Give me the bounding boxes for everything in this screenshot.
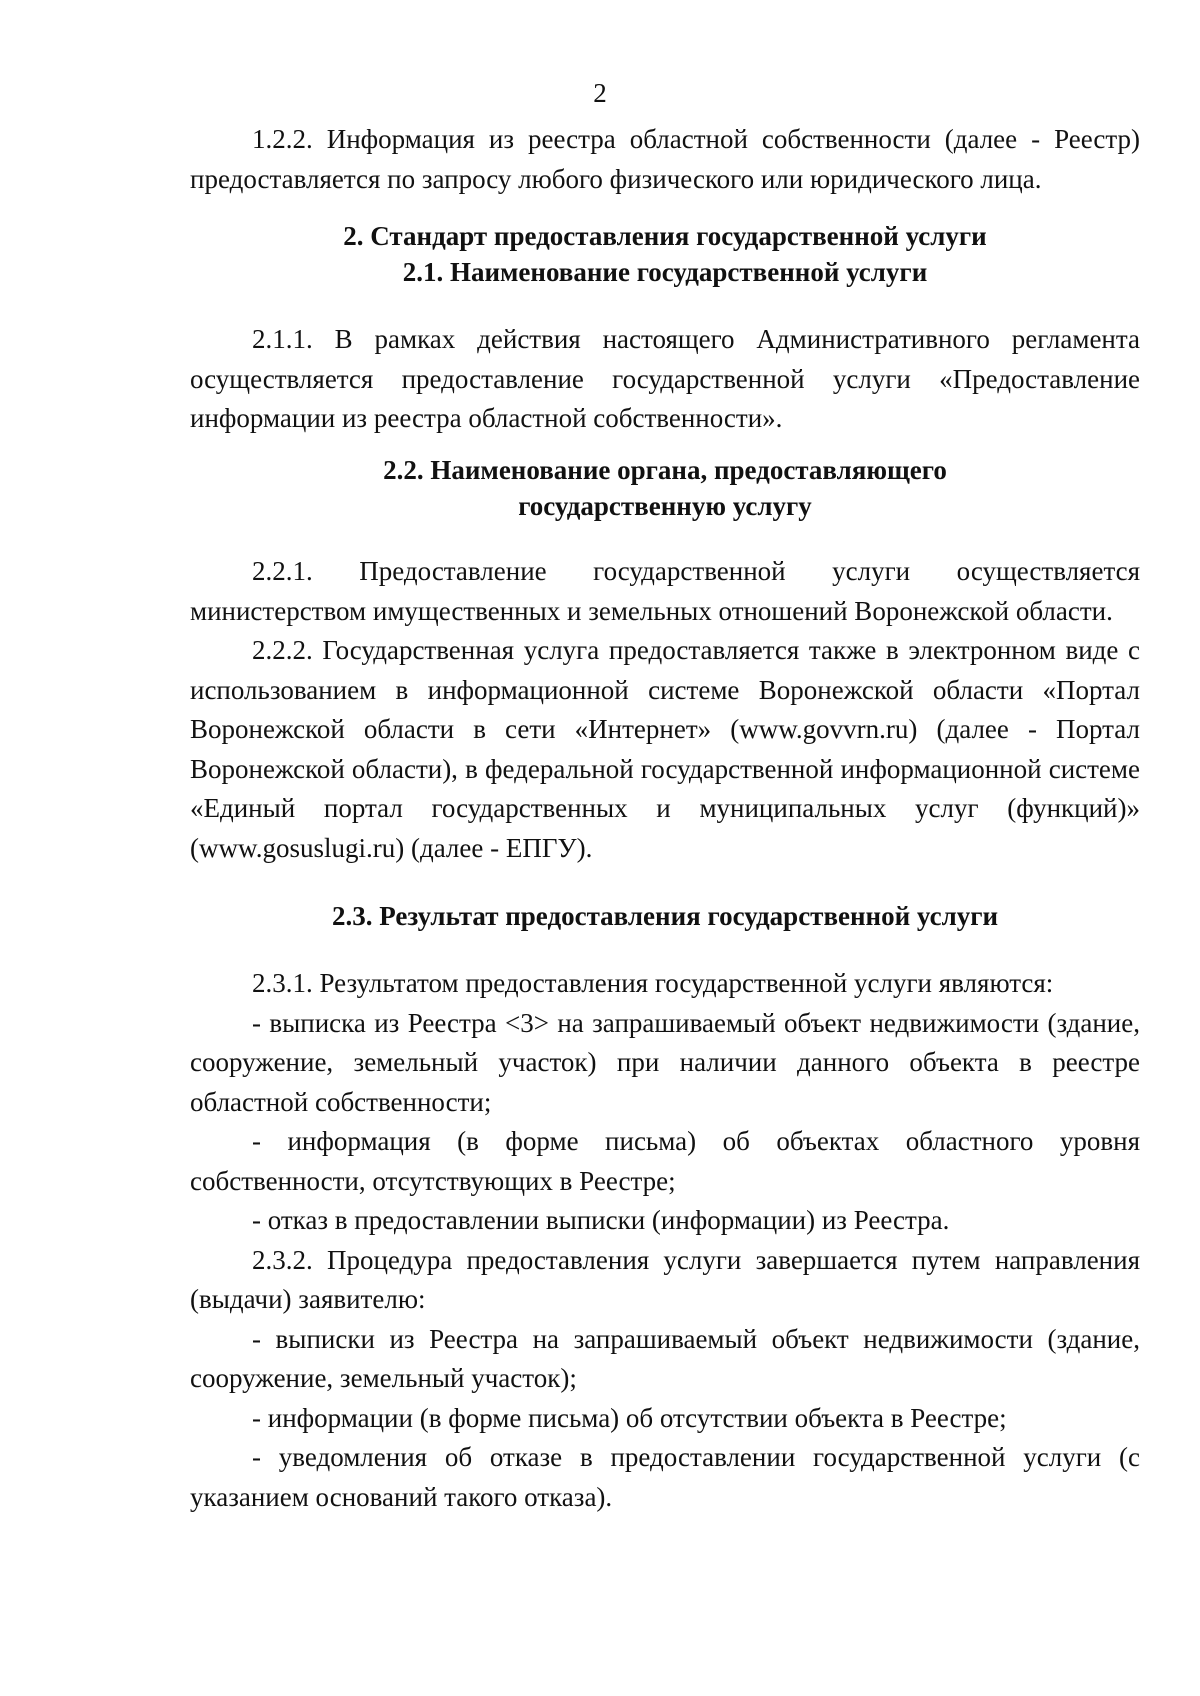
clause-2-1-1-block [190,320,1140,439]
clause-2-3-2-item-extract: - выписки из Реестра на запрашиваемый объект недвижимости (здание, сооружение, земельный участок); [190,1323,1140,1393]
clause-2-3-1-item-refusal: - отказ в предоставлении выписки (информации) из Реестра. [252,1205,950,1235]
subsection-2-3-heading-block [190,898,1140,934]
clause-2-2-2: 2.2.2. Государственная услуга предоставляется также в электронном виде с использованием в информационной системе Воронежской области «Портал Воронежской области в сети «Интернет» (www.govvrn.ru) (далее - Портал Воронежской области), в федеральной государственной информационной системе «Единый портал государственных и муниципальных услуг (функций)» (www.gosuslugi.ru) (далее - ЕПГУ). [190,635,1140,863]
clauses-2-3-block [190,964,1140,1517]
clause-2-3-1-item-extract: - выписка из Реестра <3> на запрашиваемый объект недвижимости (здание, сооружение, земельный участок) при наличии данного объекта в реестре областной собственности; [190,1007,1140,1117]
clauses-2-2-block [190,552,1140,868]
clause-1-2-2: 1.2.2. Информация из реестра областной собственности (далее - Реестр) предоставляется по запросу любого физического или юридического лица. [190,124,1140,194]
subsection-2-2-heading-line2: государственную услугу [518,491,812,521]
clause-2-3-1-item-letter: - информация (в форме письма) об объектах областного уровня собственности, отсутствующих в Реестре; [190,1126,1140,1196]
clause-2-3-2-item-letter: - информации (в форме письма) об отсутствии объекта в Реестре; [252,1402,1007,1433]
clause-2-3-2-item-notice: - уведомления об отказе в предоставлении государственной услуги (с указанием оснований такого отказа). [190,1442,1140,1512]
section-2-heading: 2. Стандарт предоставления государственной услуги [343,221,987,251]
section-2-headings [190,218,1140,290]
subsection-2-3-heading: 2.3. Результат предоставления государственной услуги [331,901,999,931]
page-number: 2 [593,78,607,108]
subsection-2-1-heading: 2.1. Наименование государственной услуги [402,257,928,287]
clause-2-3-2: 2.3.2. Процедура предоставления услуги завершается путем направления (выдачи) заявителю: [190,1244,1140,1314]
subsection-2-2-heading-line1: 2.2. Наименование органа, предоставляющего [383,455,947,485]
subsection-2-2-headings [190,452,1140,524]
clause-2-1-1: 2.1.1. В рамках действия настоящего Административного регламента осуществляется предоставление государственной услуги «Предоставление информации из реестра областной собственности». [190,324,1140,433]
clause-1-2-2-block [190,120,1140,199]
clause-2-3-1: 2.3.1. Результатом предоставления государственной услуги являются: [252,968,1054,998]
clause-2-2-1: 2.2.1. Предоставление государственной услуги осуществляется министерством имущественных и земельных отношений Воронежской области. [190,556,1140,626]
